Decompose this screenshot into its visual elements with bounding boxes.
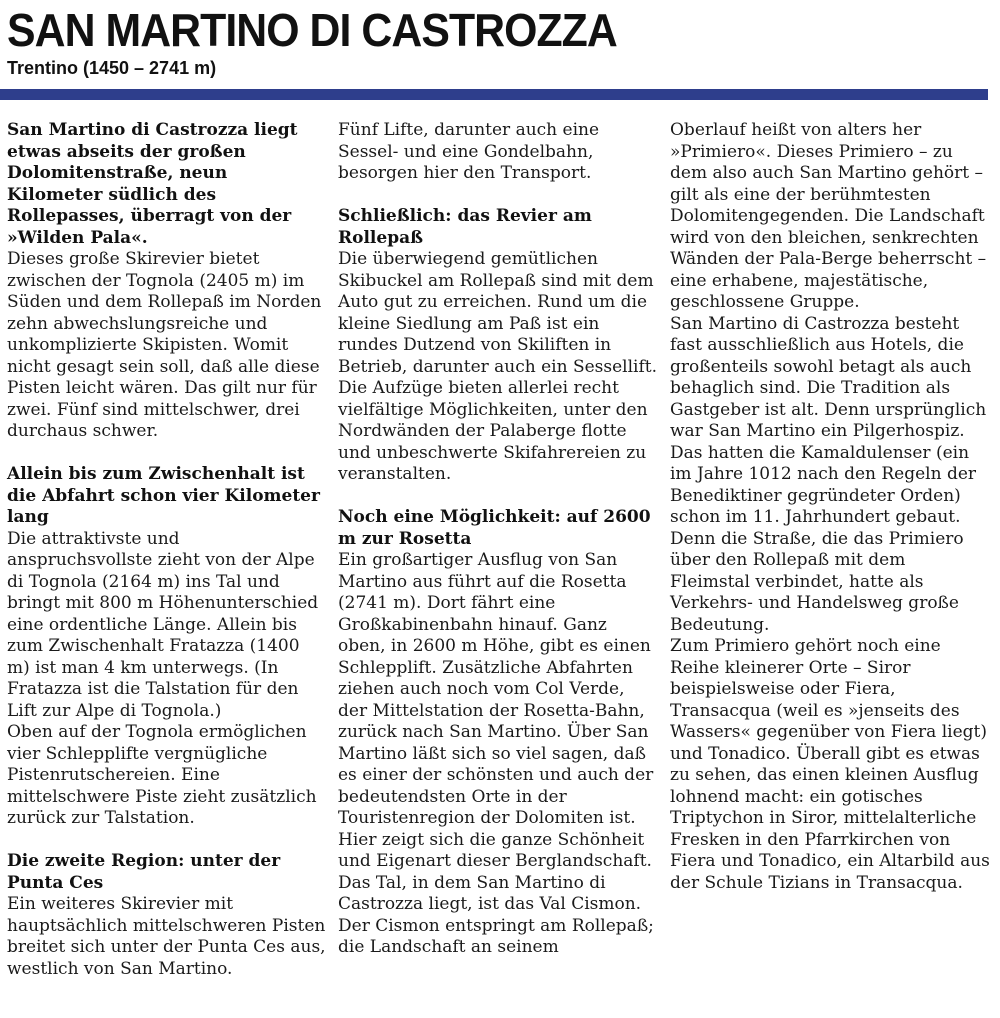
section-heading-rollepass: Schließlich: das Revier am Rollepaß [338, 206, 592, 248]
section-body-rollepass: Die überwiegend gemütlichen Skibuckel am Rollepaß sind mit dem Auto gut zu erreichen. Rund um die kleine Siedlung am Paß ist ein rundes Dutzend von Skiliften in Betrieb, darunter auch ein Sessellift. Die Aufzüge bieten allerlei recht vielfältige Möglichkeiten, unter den Nordwänden der Palaberge flotte und unbeschwerte Skifahrereien zu veranstalten. [338, 249, 658, 484]
page-title: SAN MARTINO DI CASTROZZA [7, 4, 617, 56]
paragraph-primiero: Oberlauf heißt von alters her »Primiero«. Dieses Primiero – zu dem also auch San Martino gehört – gilt als eine der berühmtesten Dolomitengegenden. Die Landschaft wird von den bleichen, senkrechten Wänden der Pala-Berge beherrscht – eine erhabene, majestätische, geschlossene Gruppe. [670, 120, 987, 312]
intro-lead-paragraph: San Martino di Castrozza liegt etwas abseits der großen Dolomitenstraße, neun Kilometer südlich des Rollepasses, überragt von der »Wilden Pala«. [7, 120, 298, 248]
section-body-val-cismon: Das Tal, in dem San Martino di Castrozza liegt, ist das Val Cismon. Der Cismon entspringt am Rollepaß; die Landschaft an seinem [338, 872, 654, 957]
header-rule [0, 89, 988, 100]
section-body-rosetta: Ein großartiger Ausflug von San Martino aus führt auf die Rosetta (2741 m). Dort fährt eine Großkabinenbahn hinauf. Ganz oben, in 2600 m Höhe, gibt es einen Schlepplift. Zusätzliche Abfahrten ziehen auch noch vom Col Verde, der Mittelstation der Rosetta-Bahn, zurück nach San Martino. Über San Martino läßt sich so viel sagen, daß es einer der schönsten und auch der bedeutendsten Orte in der Touristenregion der Dolomiten ist. Hier zeigt sich die ganze Schönheit und Eigenart dieser Berglandschaft. [338, 550, 654, 871]
page-subtitle: Trentino (1450 – 2741 m) [7, 58, 217, 78]
intro-body-paragraph: Dieses große Skirevier bietet zwischen der Tognola (2405 m) im Süden und dem Rollepaß im Norden zehn abwechslungsreiche und unkomplizierte Skipisten. Womit nicht gesagt sein soll, daß alle diese Pisten leicht wären. Das gilt nur für zwei. Fünf sind mittelschwer, drei durchaus schwer. [7, 249, 322, 441]
text-column-1 [7, 120, 327, 980]
section-body-punta-ces: Ein weiteres Skirevier mit hauptsächlich mittelschweren Pisten breitet sich unter der Punta Ces aus, westlich von San Martino. [7, 894, 326, 979]
paragraph-orte: Zum Primiero gehört noch eine Reihe kleinerer Orte – Siror beispielsweise oder Fiera, Transacqua (weil es »jenseits des Wassers« gegenüber von Fiera liegt) und Tonadico. Überall gibt es etwas zu sehen, das einen kleinen Ausflug lohnend macht: ein gotisches Triptychon in Siror, mittelalterliche Fresken in den Pfarrkirchen von Fiera und Tonadico, ein Altarbild aus der Schule Tizians in Transacqua. [670, 636, 990, 893]
text-column-3 [670, 120, 990, 894]
text-column-2 [338, 120, 658, 959]
section-heading-abfahrt: Allein bis zum Zwischenhalt ist die Abfahrt schon vier Kilometer lang [7, 464, 320, 527]
paragraph-hotels: San Martino di Castrozza besteht fast ausschließlich aus Hotels, die großenteils sowohl betagt als auch behaglich sind. Die Tradition als Gastgeber ist alt. Denn ursprünglich war San Martino ein Pilgerhospiz. Das hatten die Kamaldulenser (ein im Jahre 1012 nach den Regeln der Benediktiner gegründeter Orden) schon im 11. Jahrhundert gebaut. Denn die Straße, die das Primiero über den Rollepaß mit dem Fleimstal verbindet, hatte als Verkehrs- und Handelsweg große Bedeutung. [670, 313, 987, 635]
paragraph-lifte: Fünf Lifte, darunter auch eine Sessel- und eine Gondelbahn, besorgen hier den Transport. [338, 120, 600, 183]
section-body-abfahrt: Die attraktivste und anspruchsvollste zieht von der Alpe di Tognola (2164 m) ins Tal und bringt mit 800 m Höhenunterschied eine ordentliche Länge. Allein bis zum Zwischenhalt Fratazza (1400 m) ist man 4 km unterwegs. (In Fratazza ist die Talstation für den Lift zur Alpe di Tognola.) [7, 528, 319, 721]
section-heading-rosetta: Noch eine Möglichkeit: auf 2600 m zur Rosetta [338, 507, 651, 549]
section-body-tognola: Oben auf der Tognola ermöglichen vier Schlepplifte vergnügliche Pistenrutschereien. Eine mittelschwere Piste zieht zusätzlich zurück zur Talstation. [7, 722, 317, 828]
section-heading-punta-ces: Die zweite Region: unter der Punta Ces [7, 851, 281, 893]
